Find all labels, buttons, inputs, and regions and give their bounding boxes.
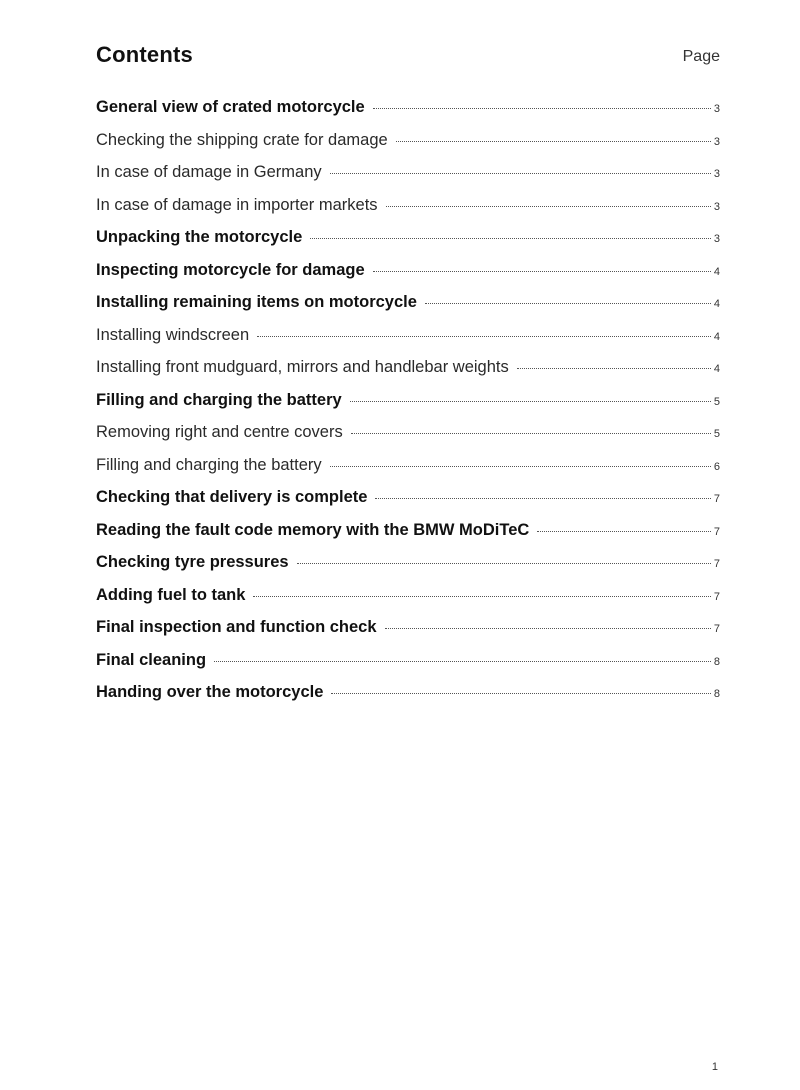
dot-leader: [297, 563, 711, 564]
dot-leader: [375, 498, 710, 499]
toc-entry-page: 7: [713, 493, 720, 505]
toc-entry-main[interactable]: [96, 553, 720, 586]
toc-entry-main[interactable]: [96, 651, 720, 684]
dot-leader: [396, 141, 711, 142]
dot-leader: [214, 661, 711, 662]
toc-entry-main[interactable]: [96, 586, 720, 619]
toc-entry-title: Removing right and centre covers: [96, 423, 343, 441]
dot-leader: [425, 303, 711, 304]
toc-entry-title: Checking tyre pressures: [96, 553, 289, 571]
toc-entry-page: 7: [713, 525, 720, 538]
toc-entry-sub[interactable]: [96, 326, 720, 359]
toc-entry-sub[interactable]: [96, 131, 720, 164]
toc-entry-title: Reading the fault code memory with the BMW MoDiTeC: [96, 520, 530, 539]
toc-entry-main[interactable]: [96, 683, 720, 716]
toc-entry-page: 4: [713, 298, 720, 310]
dot-leader: [517, 368, 711, 369]
toc-entry-page: 3: [713, 200, 720, 213]
toc-entry-page: 3: [713, 103, 720, 115]
toc-entry-page: 4: [713, 363, 720, 375]
dot-leader: [386, 206, 711, 207]
toc-entry-title: Inspecting motorcycle for damage: [96, 260, 365, 279]
toc-entry-title: Filling and charging the battery: [96, 455, 322, 474]
toc-entry-main[interactable]: [96, 293, 720, 326]
page-title: Contents: [96, 42, 193, 67]
toc-entry-sub[interactable]: [96, 423, 720, 456]
dot-leader: [373, 271, 711, 272]
toc-entry-page: 6: [713, 460, 720, 473]
toc-entry-page: 8: [713, 655, 720, 668]
dot-leader: [351, 433, 711, 434]
toc-entry-title: Adding fuel to tank: [96, 585, 246, 604]
toc-entry-page: 3: [713, 233, 720, 245]
toc-entry-main[interactable]: [96, 261, 720, 294]
toc-entry-page: 3: [713, 135, 720, 148]
toc-entry-title: Installing front mudguard, mirrors and handlebar weights: [96, 358, 509, 376]
dot-leader: [330, 173, 711, 174]
dot-leader: [330, 466, 711, 467]
toc-entry-page: 3: [713, 168, 720, 180]
toc-entry-page: 4: [713, 265, 720, 278]
contents-header: [96, 40, 720, 74]
toc-entry-title: Handing over the motorcycle: [96, 683, 324, 701]
toc-entry-title: Final inspection and function check: [96, 618, 377, 636]
toc-entry-title: Installing windscreen: [96, 325, 250, 344]
toc-entry-sub[interactable]: [96, 358, 720, 391]
toc-entry-title: In case of damage in importer markets: [96, 195, 378, 214]
toc-entry-title: Unpacking the motorcycle: [96, 228, 303, 246]
toc-entry-main[interactable]: [96, 228, 720, 261]
dot-leader: [350, 401, 711, 402]
toc-entry-title: Installing remaining items on motorcycle: [96, 293, 417, 311]
toc-entry-title: Final cleaning: [96, 650, 207, 669]
toc-entry-sub[interactable]: [96, 163, 720, 196]
dot-leader: [385, 628, 711, 629]
toc-entry-sub[interactable]: [96, 456, 720, 489]
table-of-contents: [96, 98, 720, 716]
toc-entry-page: 7: [713, 558, 720, 570]
dot-leader: [537, 531, 711, 532]
toc-entry-title: Checking the shipping crate for damage: [96, 130, 388, 149]
toc-entry-main[interactable]: [96, 488, 720, 521]
toc-entry-title: General view of crated motorcycle: [96, 98, 365, 116]
toc-entry-sub[interactable]: [96, 196, 720, 229]
dot-leader: [310, 238, 711, 239]
footer-page-number: 1: [711, 1061, 718, 1073]
toc-entry-title: Checking that delivery is complete: [96, 488, 368, 506]
dot-leader: [331, 693, 710, 694]
dot-leader: [373, 108, 711, 109]
toc-entry-main[interactable]: [96, 521, 720, 554]
toc-entry-page: 5: [713, 395, 720, 408]
toc-entry-main[interactable]: [96, 98, 720, 131]
toc-entry-page: 7: [713, 623, 720, 635]
toc-entry-page: 8: [713, 688, 720, 700]
dot-leader: [257, 336, 711, 337]
toc-entry-page: 5: [713, 428, 720, 440]
toc-entry-title: In case of damage in Germany: [96, 163, 322, 181]
toc-entry-title: Filling and charging the battery: [96, 390, 342, 409]
toc-entry-page: 7: [713, 590, 720, 603]
toc-entry-page: 4: [713, 330, 720, 343]
page-column-label: Page: [682, 48, 720, 65]
dot-leader: [253, 596, 710, 597]
toc-entry-main[interactable]: [96, 391, 720, 424]
toc-entry-main[interactable]: [96, 618, 720, 651]
